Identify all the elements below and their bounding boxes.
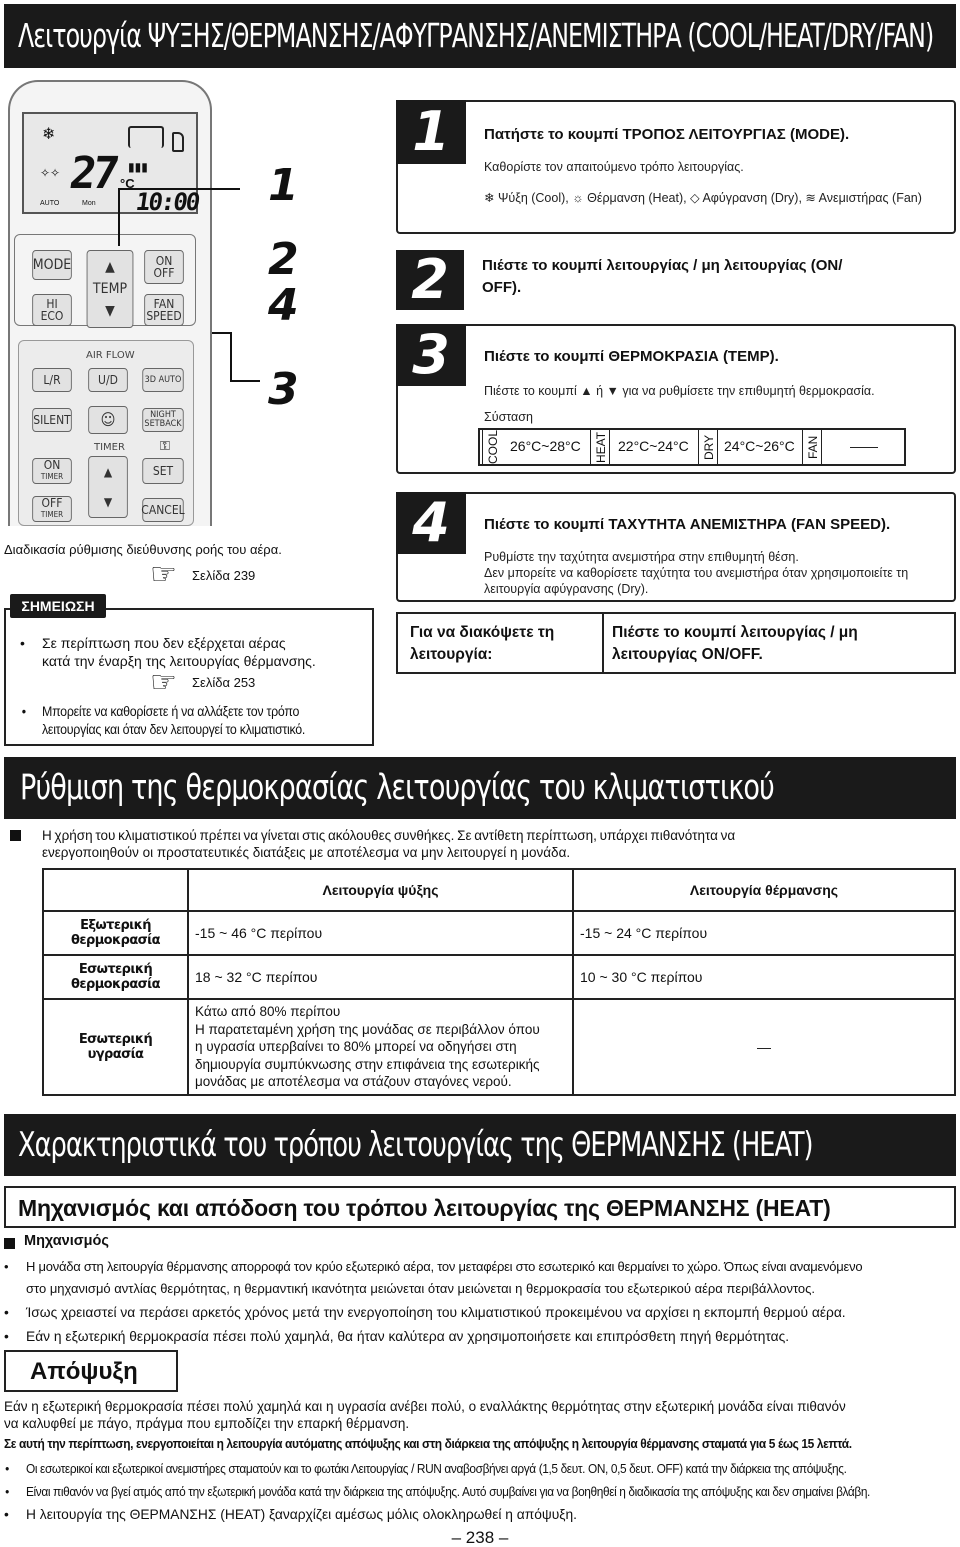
- cell-indoor-cool: 18 ~ 32 °C περίπου: [188, 955, 573, 999]
- stop-operation-box: [396, 612, 956, 674]
- page-number: – 238 –: [451, 1528, 509, 1547]
- lcd-day: Mon: [82, 200, 96, 207]
- stop-label-2: λειτουργία:: [410, 646, 493, 663]
- section-title-heat: Χαρακτηριστικά του τρόπου λειτουργίας της ΘΕΡΜΑΝΣΗΣ (HEAT): [4, 1114, 956, 1176]
- step-2-number: 2: [396, 250, 464, 310]
- cell-outdoor-cool: -15 ~ 46 °C περίπου: [188, 911, 573, 955]
- rec-heat-label: HEAT: [590, 430, 610, 464]
- ud-button[interactable]: U/D: [88, 368, 128, 392]
- key-icon: ⚿: [160, 438, 170, 453]
- step-4-text-1: Ρυθμίστε την ταχύτητα ανεμιστήρα στην επιθυμητή θέση.: [484, 550, 799, 564]
- off-label: OFF: [153, 266, 175, 280]
- defrost-bold-text: Σε αυτή την περίπτωση, ενεργοποιείται η λειτουργία αυτόματης απόψυξης και στη διάρκεια της απόψυξης η λειτουργία θέρμανσης σταματά για 5 έως 15 λεπτά.: [4, 1437, 852, 1451]
- note-bullet-1-line1: • Σε περίπτωση που δεν εξέρχεται αέρας: [42, 632, 286, 654]
- step-1-text: Καθορίστε τον απαιτούμενο τρόπο λειτουργίας.: [484, 160, 744, 174]
- temp-down-icon: ▼: [105, 303, 115, 319]
- temp-button[interactable]: [87, 250, 134, 328]
- sensor-icon: [172, 132, 184, 152]
- off-timer-small-label: TIMER: [40, 510, 64, 519]
- off-timer-label: OFF: [41, 496, 63, 510]
- note-bullet-2-line1: • Μπορείτε να καθορίσετε ή να αλλάξετε τον τρόπο: [42, 701, 299, 723]
- page-ref-253[interactable]: Σελίδα 253: [192, 675, 256, 690]
- step-1-heading: Πατήστε το κουμπί ΤΡΟΠΟΣ ΛΕΙΤΟΥΡΓΙΑΣ (MODE).: [484, 126, 850, 143]
- on-off-button[interactable]: [144, 250, 184, 284]
- section-title-temperature: Ρύθμιση της θερμοκρασίας λειτουργίας του κλιματιστικού: [4, 757, 956, 819]
- step-3-number: 3: [396, 324, 466, 386]
- mode-button[interactable]: MODE: [32, 250, 72, 280]
- callout-2: 2: [268, 234, 299, 285]
- humidity-cool-line2: Η παρατεταμένη χρήση της μονάδας σε περιβάλλον όπου: [195, 1021, 540, 1037]
- note-bullet-1-line2: κατά την έναρξη της λειτουργίας θέρμανσης.: [42, 653, 316, 669]
- on-timer-small-label: TIMER: [40, 472, 64, 481]
- stop-divider: [602, 614, 604, 672]
- temp-up-icon: ▲: [105, 259, 115, 275]
- leader-line-1: [118, 188, 240, 246]
- hi-label: HI: [46, 297, 58, 311]
- leader-line-3a: [212, 332, 232, 382]
- defrost-text-1: Εάν η εξωτερική θερμοκρασία πέσει πολύ χαμηλά και η υγρασία ανέβει πολύ, ο εναλλάκτης θερμότητας στην εξωτερική μονάδα είναι πιθανόν: [4, 1399, 846, 1414]
- lr-button[interactable]: L/R: [32, 368, 72, 392]
- pointing-hand-icon-2: ☞: [150, 666, 177, 699]
- fan-speed-button[interactable]: [144, 294, 184, 326]
- step-1-modes: ❄ Ψύξη (Cool), ☼ Θέρμανση (Heat), ◇ Αφύγρανση (Dry), ≋ Ανεμιστήρας (Fan): [484, 191, 922, 205]
- night-label: NIGHT: [150, 410, 176, 420]
- mech-bullet-1-line1: • Η μονάδα στη λειτουργία θέρμανσης απορροφά τον κρύο εξωτερικό αέρα, τον μεταφέρει στο εσωτερικό και θερμαίνει το χώρο. Όπως είναι αναμενόμενο: [26, 1256, 862, 1278]
- hi-eco-button[interactable]: [32, 294, 72, 326]
- table-row: [43, 911, 955, 955]
- note-tag: ΣΗΜΕΙΩΣΗ: [10, 594, 106, 618]
- step-4-text-3: λειτουργία αφύγρανσης (Dry).: [484, 582, 649, 596]
- step-3-heading: Πιέστε το κουμπί ΘΕΡΜΟΚΡΑΣΙΑ (TEMP).: [484, 348, 779, 365]
- lcd-auto: AUTO: [40, 200, 60, 207]
- sparkle-icon: ✧✧: [40, 166, 61, 180]
- stop-label-1: Για να διακόψετε τη: [410, 624, 555, 641]
- step-4-text-2: Δεν μπορείτε να καθορίσετε ταχύτητα του ανεμιστήρα όταν χρησιμοποιείτε τη: [484, 566, 909, 580]
- cell-humidity-cool: [188, 999, 573, 1095]
- remote-control-illustration: [8, 80, 212, 526]
- rec-heat-value: 22°C~24°C: [618, 438, 689, 454]
- airflow-note: Διαδικασία ρύθμισης διεύθυνσης ροής του αέρα.: [4, 542, 282, 557]
- rec-fan-label: FAN: [802, 430, 822, 464]
- defrost-bullet-3: • Η λειτουργία της ΘΕΡΜΑΝΣΗΣ (HEAT) ξαναρχίζει αμέσως μόλις ολοκληρωθεί η απόψυξη.: [26, 1504, 577, 1526]
- temp-label: TEMP: [92, 281, 128, 297]
- step-2-heading-line1: Πιέστε το κουμπί λειτουργίας / μη λειτουργίας (ON/: [482, 257, 843, 274]
- col-heating: Λειτουργία θέρμανσης: [573, 869, 955, 911]
- callout-4: 4: [268, 280, 299, 331]
- mech-bullet-3: • Εάν η εξωτερική θερμοκρασία πέσει πολύ χαμηλά, θα ήταν καλύτερα αν χρησιμοποιήσετε και επιπρόσθετη πηγή θερμότητας.: [26, 1326, 789, 1348]
- timer-label: TIMER: [94, 442, 125, 453]
- stop-action-2: λειτουργίας ON/OFF.: [612, 646, 763, 663]
- row-label-indoor: Εσωτερική θερμοκρασία: [43, 955, 188, 999]
- step-1-box: [396, 100, 956, 234]
- pointing-hand-icon: ☞: [150, 558, 177, 591]
- fan-bars-icon: ▮▮▮: [128, 160, 148, 174]
- on-timer-label: ON: [43, 458, 61, 472]
- rec-dry-value: 24°C~26°C: [724, 438, 795, 454]
- callout-1: 1: [268, 160, 299, 211]
- square-bullet-icon: [10, 830, 21, 841]
- 3d-auto-button[interactable]: 3D AUTO: [142, 368, 183, 392]
- stop-action-1: Πιέστε το κουμπί λειτουργίας / μη: [612, 624, 858, 641]
- eco-label: ECO: [40, 309, 64, 323]
- usage-text-1: Η χρήση του κλιματιστικού πρέπει να γίνεται στις ακόλουθες συνθήκες. Σε αντίθετη περίπτωση, υπάρχει πιθανότητα να: [42, 828, 736, 843]
- leader-line-3b: [230, 380, 260, 382]
- cell-outdoor-heat: -15 ~ 24 °C περίπου: [573, 911, 955, 955]
- cancel-button[interactable]: CANCEL: [142, 498, 183, 522]
- heat-mechanism-subheading: Μηχανισμός και απόδοση του τρόπου λειτουργίας της ΘΕΡΜΑΝΣΗΣ (HEAT): [4, 1186, 956, 1228]
- mechanism-title: Μηχανισμός: [24, 1233, 109, 1249]
- step-3-recommend-label: Σύσταση: [484, 410, 533, 424]
- lcd-temperature: 27: [66, 148, 119, 199]
- timer-up-icon: ▲: [103, 465, 113, 479]
- powerful-icon-button[interactable]: ☺: [88, 406, 128, 434]
- lcd-time: 10:00: [134, 188, 201, 216]
- defrost-bullet-2: • Είναι πιθανόν να βγεί ατμός από την εξωτερική μονάδα κατά την διάρκεια της απόψυξης. Αυτό συμβαίνει για να βοηθηθεί η διαδικασία της απόψυξης και δεν σημαίνει βλάβη.: [26, 1481, 870, 1503]
- section-title-modes: Λειτουργία ΨΥΞΗΣ/ΘΕΡΜΑΝΣΗΣ/ΑΦΥΓΡΑΝΣΗΣ/ΑΝΕΜΙΣΤΗΡΑ (COOL/HEAT/DRY/FAN): [4, 4, 956, 68]
- step-4-heading: Πιέστε το κουμπί ΤΑΧΥΤΗΤΑ ΑΝΕΜΙΣΤΗΡΑ (FAN SPEED).: [484, 516, 891, 533]
- step-4-box: [396, 492, 956, 602]
- col-cooling: Λειτουργία ψύξης: [188, 869, 573, 911]
- rec-cool-label: COOL: [482, 430, 502, 464]
- speed-label: SPEED: [146, 309, 182, 323]
- defrost-bullet-1: • Οι εσωτερικοί και εξωτερικοί ανεμιστήρες σταματούν και το φωτάκι Λειτουργίας / RUN αναβοσβήνει αργά (1,5 δευτ. ON, 0,5 δευτ. OFF) κατά την διάρκεια της απόψυξης.: [26, 1458, 847, 1480]
- callout-3: 3: [268, 364, 299, 415]
- step-2-heading-line2: OFF).: [482, 279, 522, 296]
- snowflake-icon: ❄: [42, 126, 56, 143]
- cell-indoor-heat: 10 ~ 30 °C περίπου: [573, 955, 955, 999]
- row-label-humidity: Εσωτερική υγρασία: [43, 999, 188, 1095]
- humidity-cool-line3: η υγρασία υπερβαίνει το 80% μπορεί να οδηγήσει στη: [195, 1039, 517, 1055]
- defrost-heading: Απόψυξη: [4, 1350, 178, 1392]
- off-timer-button[interactable]: [32, 496, 72, 522]
- note-bullet-2-line2: λειτουργίας και όταν δεν λειτουργεί το κλιματιστικό.: [42, 722, 306, 737]
- defrost-text-2: να καλυφθεί με πάγο, πράγμα που εμποδίζει την επαρκή θέρμανση.: [4, 1416, 410, 1431]
- page-ref-239[interactable]: Σελίδα 239: [192, 568, 256, 583]
- night-setback-button[interactable]: [142, 408, 183, 432]
- on-timer-button[interactable]: [32, 458, 72, 484]
- humidity-cool-line1: Κάτω από 80% περίπου: [195, 1004, 341, 1020]
- table-row: [43, 955, 955, 999]
- humidity-cool-line4: δημιουργία συμπύκνωσης στην επιφάνεια της εσωτερικής: [195, 1056, 540, 1072]
- fan-label: FAN: [153, 297, 175, 311]
- silent-button[interactable]: SILENT: [32, 408, 72, 432]
- timer-down-icon: ▼: [103, 495, 113, 509]
- cell-humidity-heat: —: [573, 999, 955, 1095]
- square-bullet-icon-2: [4, 1238, 15, 1249]
- table-header-row: [43, 869, 955, 911]
- row-label-outdoor: Εξωτερική θερμοκρασία: [43, 911, 188, 955]
- usage-text-2: ενεργοποιηθούν οι προστατευτικές διατάξεις με αποτέλεσμα να μην λειτουργεί η μονάδα.: [42, 845, 571, 860]
- rec-fan-value: ——: [850, 438, 878, 454]
- timer-updown-button[interactable]: [88, 456, 128, 518]
- rec-dry-label: DRY: [698, 430, 718, 464]
- set-button[interactable]: SET: [142, 458, 183, 484]
- rec-cool-value: 26°C~28°C: [510, 438, 581, 454]
- table-corner: [43, 869, 188, 911]
- setback-label: SETBACK: [144, 419, 182, 429]
- table-row: [43, 999, 955, 1095]
- operating-conditions-table: [42, 868, 956, 1096]
- step-4-number: 4: [396, 492, 466, 554]
- step-3-text: Πιέστε το κουμπί ▲ ή ▼ για να ρυθμίσετε την επιθυμητή θερμοκρασία.: [484, 384, 875, 398]
- step-1-number: 1: [396, 100, 466, 164]
- humidity-cool-line5: μονάδας με αποτέλεσμα να στάζουν σταγόνες νερού.: [195, 1074, 512, 1090]
- lcd-unit: °C: [120, 176, 135, 191]
- recommended-temperatures: [478, 428, 906, 466]
- mech-bullet-2: • Ίσως χρειαστεί να περάσει αρκετός χρόνος μετά την ενεργοποίηση του κλιματιστικού προκειμένου να αρχίσει η εκπομπή θερμού αέρα.: [26, 1302, 846, 1324]
- louver-icon: [128, 126, 164, 148]
- mech-bullet-1-line2: στο μηχανισμό αντλίας θερμότητας, η θερμαντική ικανότητα μειώνεται όταν μειώνεται η θερμοκρασία του εξωτερικού αέρα περιβάλλοντος.: [26, 1281, 816, 1296]
- on-label: ON: [155, 254, 173, 268]
- air-flow-label: AIR FLOW: [86, 350, 135, 361]
